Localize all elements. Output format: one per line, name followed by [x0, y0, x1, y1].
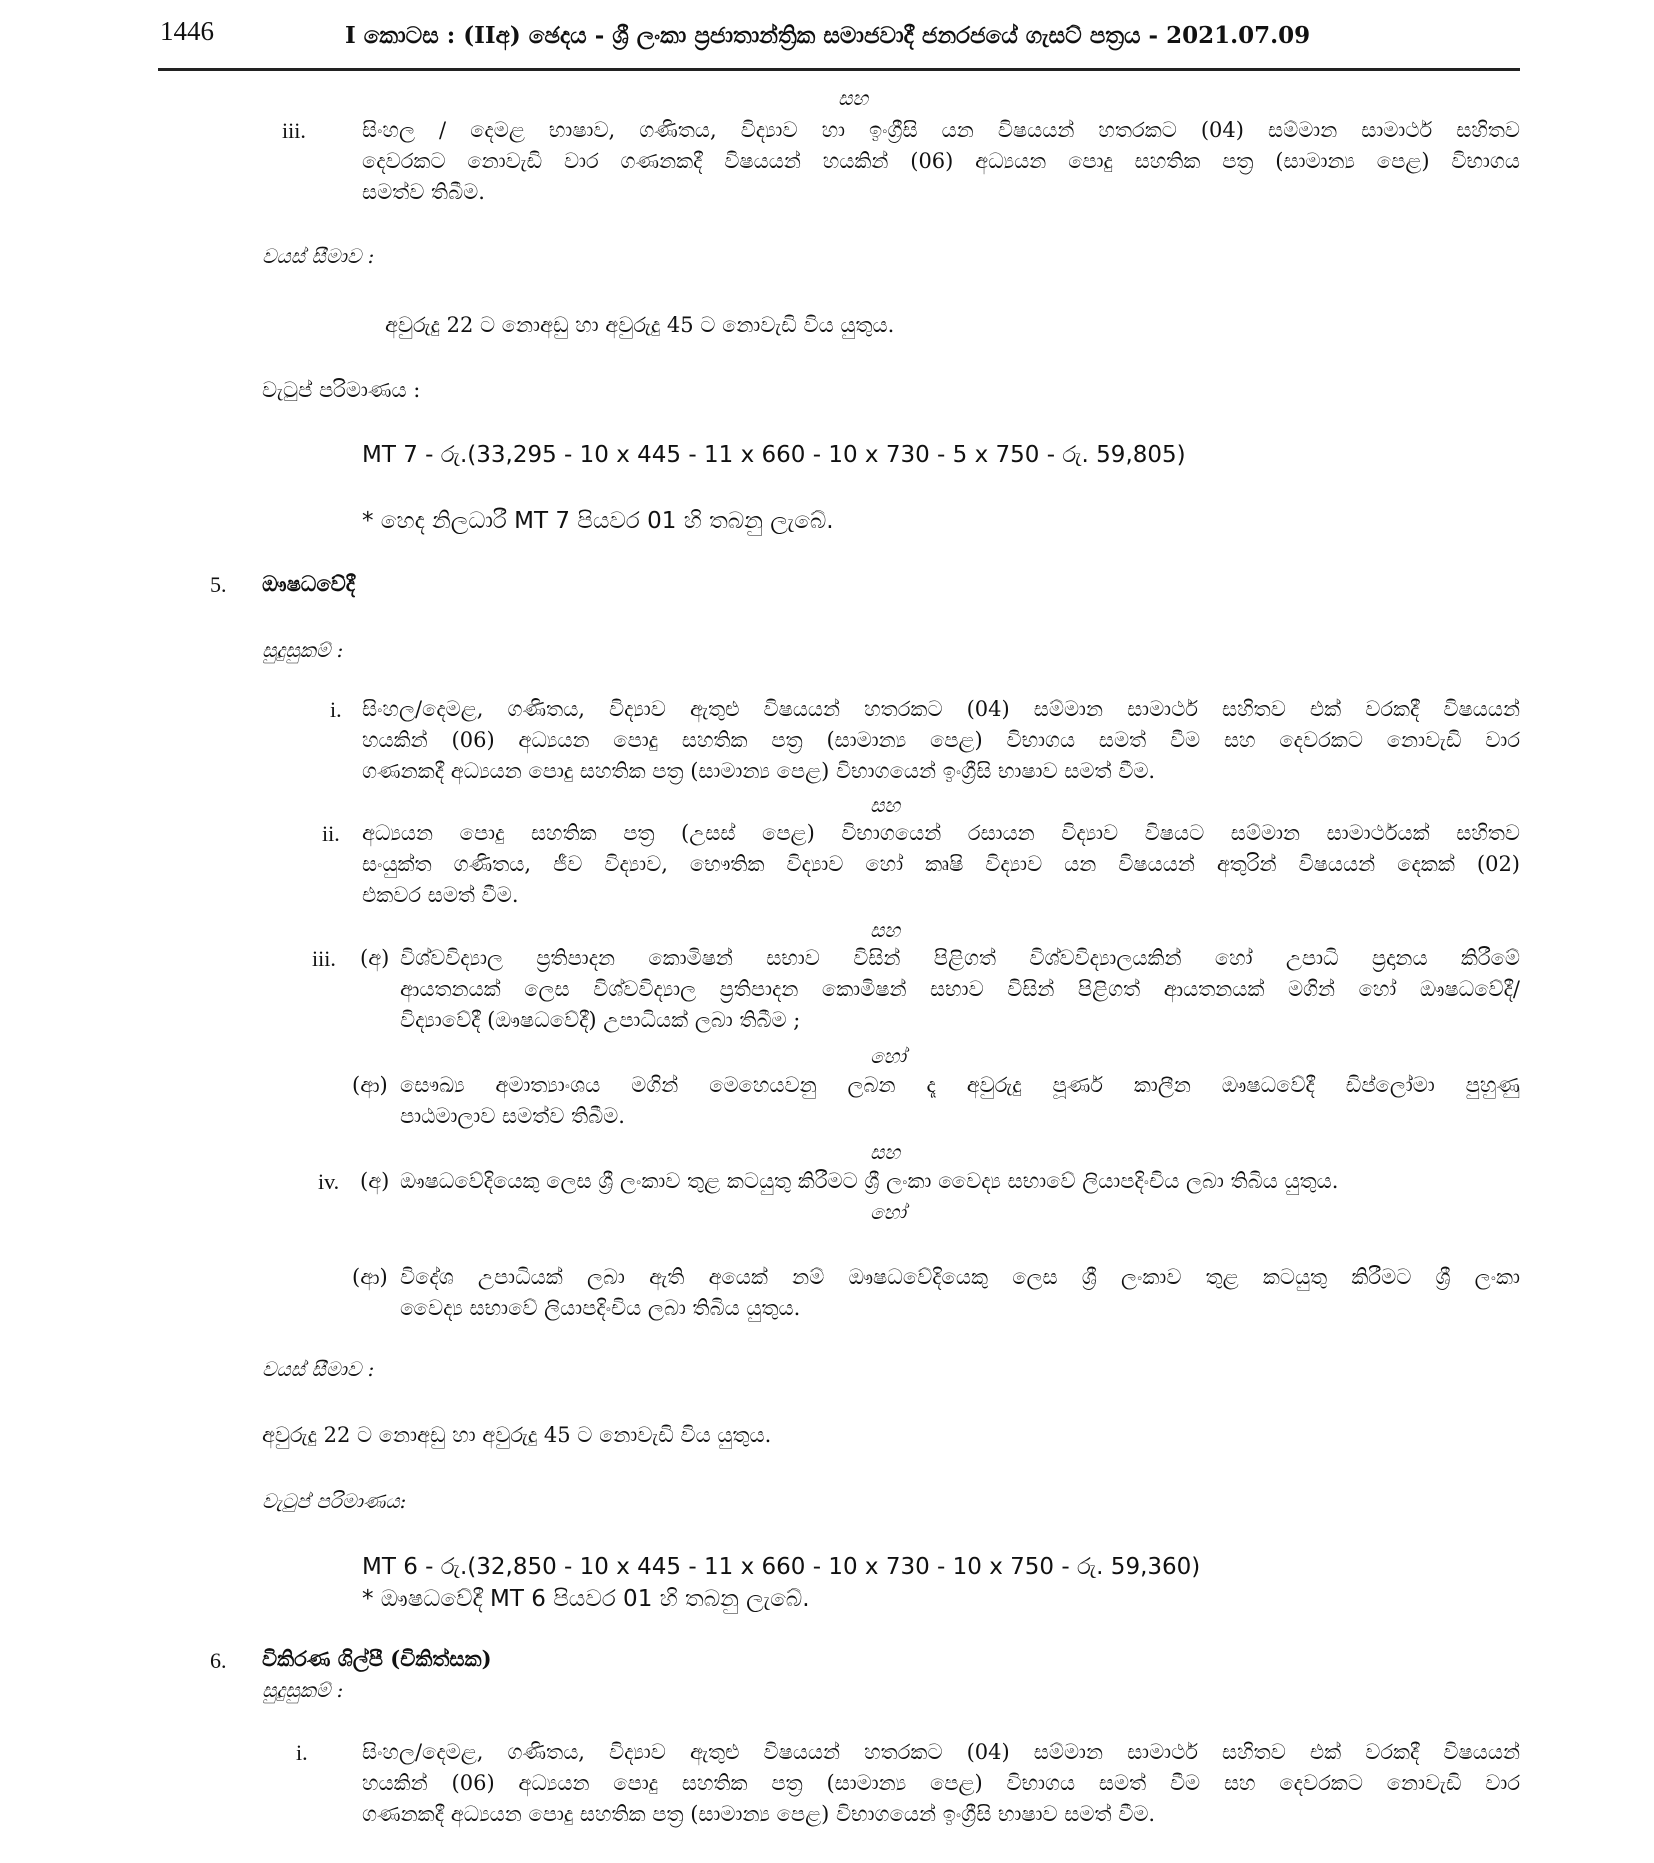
qualification-paragraph — [362, 694, 1520, 787]
sub-item-tag: (අ) — [360, 1169, 390, 1193]
sub-item-tag: (ආ) — [352, 1265, 388, 1289]
sub-item-tag: (ආ) — [352, 1073, 388, 1097]
paragraph-line: සංයුක්ත ගණිතය, ජීව විද්‍යාව, භෞතික විද්‍යාව හෝ කෘෂි විද්‍යාව යන විෂයයන් අතුරින් විෂයයන් දෙකක් (02) — [362, 852, 1520, 876]
section-number: 5. — [210, 572, 227, 597]
conjunction-or: හෝ — [870, 1200, 906, 1224]
salary-scale-label: වැටුප් පරිමාණය : — [262, 378, 421, 402]
paragraph-line: එකවර සමත් වීම. — [362, 883, 519, 907]
qualification-paragraph — [362, 1737, 1520, 1830]
section-title: විකිරණ ශිල්පී (චිකිත්සක) — [262, 1646, 492, 1671]
paragraph-line: දෙවරකට නොවැඩි වාර ගණනකදී විෂයයන් හයකින් (06) අධ්‍යයන පොදු සහතික පත්‍ර (සාමාන්‍ය පෙළ) විභාගය — [362, 149, 1520, 173]
paragraph-line: පාඨමාලාව සමත්ව තිබීම. — [400, 1104, 625, 1128]
paragraph-line: විද්‍යාවේදී (ඖෂධවේදී) උපාධියක් ලබා තිබීම ; — [400, 1008, 801, 1032]
qualification-paragraph — [400, 943, 1520, 1036]
item-number: iii. — [312, 946, 336, 971]
salary-scale-note: * හෙද නිලධාරී MT 7 පියවර 01 හි තබනු ලැබේ. — [362, 508, 834, 534]
salary-scale-label: වැටුප් පරිමාණය: — [262, 1489, 407, 1513]
page-number: 1446 — [160, 16, 214, 46]
paragraph-line: වෛද්‍ය සභාවේ ලියාපදිංචිය ලබා තිබිය යුතුය. — [400, 1296, 801, 1320]
item-number: i. — [296, 1740, 308, 1765]
qualifications-label: සුදුසුකම් : — [262, 1678, 344, 1702]
conjunction-and: සහ — [870, 793, 901, 817]
item-number: iii. — [282, 118, 306, 143]
conjunction-and: සහ — [838, 86, 869, 110]
conjunction-and: සහ — [870, 1140, 901, 1164]
paragraph-line: ආයතනයක් ලෙස විශ්වවිද්‍යාල ප්‍රතිපාදන කොමිෂන් සභාව විසින් පිළිගත් ආයතනයක් මගින් හෝ ඖෂධවේදී/ — [400, 977, 1520, 1001]
age-limit-text: අවුරුදු 22 ට නොඅඩු හා අවුරුදු 45 ට නොවැඩි විය යුතුය. — [262, 1423, 772, 1447]
conjunction-or: හෝ — [870, 1044, 906, 1068]
paragraph-line: හයකින් (06) අධ්‍යයන පොදු සහතික පත්‍ර (සාමාන්‍ය පෙළ) විභාගය සමත් වීම සහ දෙවරකට නොවැඩි වාර — [362, 1771, 1520, 1795]
conjunction-and: සහ — [870, 918, 901, 942]
paragraph-line: විශ්වවිද්‍යාල ප්‍රතිපාදන කොමිෂන් සභාව විසින් පිළිගත් විශ්වවිද්‍යාලයකින් හෝ උපාධි ප්‍රදානය කිරීමේ — [400, 946, 1520, 970]
paragraph-line: හයකින් (06) අධ්‍යයන පොදු සහතික පත්‍ර (සාමාන්‍ය පෙළ) විභාගය සමත් වීම සහ දෙවරකට නොවැඩි වාර — [362, 728, 1520, 752]
qualification-paragraph — [400, 1070, 1520, 1132]
age-limit-text: අවුරුදු 22 ට නොඅඩු හා අවුරුදු 45 ට නොවැඩි විය යුතුය. — [385, 313, 895, 337]
salary-scale-note: * ඖෂධවේදී MT 6 පියවර 01 හි තබනු ලැබේ. — [362, 1586, 810, 1612]
qualifications-label: සුදුසුකම් : — [262, 638, 344, 662]
paragraph-line: ඖෂධවේදියෙකු ලෙස ශ්‍රී ලංකාව තුළ කටයුතු කිරීමට ශ්‍රී ලංකා වෛද්‍ය සභාවේ ලියාපදිංචිය ලබා තිබිය යුතුය. — [400, 1169, 1339, 1193]
qualification-paragraph — [362, 115, 1520, 208]
section-title: ඖෂධවේදී — [262, 571, 356, 596]
qualification-paragraph — [400, 1262, 1520, 1324]
gazette-header-title: I කොටස : (IIඅ) ඡෙදය - ශ්‍රී ලංකා ප්‍රජාතාන්ත්‍රික සමාජවාදී ජනරජයේ ගැසට් පත්‍රය - 2021.07.09 — [345, 22, 1311, 49]
age-limit-label: වයස් සීමාව : — [262, 244, 375, 268]
paragraph-line: සිංහල / දෙමළ භාෂාව, ගණිතය, විද්‍යාව හා ඉංග්‍රීසි යන විෂයයන් හතරකට (04) සම්මාන සාමාර්ථ සහිතව — [362, 118, 1520, 142]
salary-scale-text: MT 7 - රු.(33,295 - 10 x 445 - 11 x 660 - 10 x 730 - 5 x 750 - රු. 59,805) — [362, 442, 1186, 468]
qualification-paragraph — [400, 1166, 1520, 1197]
item-number: iv. — [318, 1169, 340, 1194]
item-number: i. — [330, 697, 342, 722]
paragraph-line: සමත්ව තිබීම. — [362, 180, 485, 204]
salary-scale-text: MT 6 - රු.(32,850 - 10 x 445 - 11 x 660 - 10 x 730 - 10 x 750 - රු. 59,360) — [362, 1554, 1201, 1580]
paragraph-line: විදේශ උපාධියක් ලබා ඇති අයෙක් නම් ඖෂධවේදියෙකු ලෙස ශ්‍රී ලංකාව තුළ කටයුතු කිරීමට ශ්‍රී ලංකා — [400, 1265, 1520, 1289]
paragraph-line: සිංහල/දෙමළ, ගණිතය, විද්‍යාව ඇතුළු විෂයයන් හතරකට (04) සම්මාන සාමාර්ථ සහිතව එක් වරකදී විෂයයන් — [362, 697, 1520, 721]
paragraph-line: සිංහල/දෙමළ, ගණිතය, විද්‍යාව ඇතුළු විෂයයන් හතරකට (04) සම්මාන සාමාර්ථ සහිතව එක් වරකදී විෂයයන් — [362, 1740, 1520, 1764]
qualification-paragraph — [362, 818, 1520, 911]
header-rule — [158, 68, 1520, 71]
section-number: 6. — [210, 1648, 227, 1673]
sub-item-tag: (අ) — [360, 946, 390, 970]
paragraph-line: අධ්‍යයන පොදු සහතික පත්‍ර (උසස් පෙළ) විභාගයෙන් රසායන විද්‍යාව විෂයට සම්මාන සාමාර්ථයක් සහිතව — [362, 821, 1520, 845]
paragraph-line: ගණනකදී අධ්‍යයන පොදු සහතික පත්‍ර (සාමාන්‍ය පෙළ) විභාගයෙන් ඉංග්‍රීසි භාෂාව සමත් වීම. — [362, 759, 1156, 783]
item-number: ii. — [322, 821, 340, 846]
age-limit-label: වයස් සීමාව : — [262, 1357, 375, 1381]
paragraph-line: ගණනකදී අධ්‍යයන පොදු සහතික පත්‍ර (සාමාන්‍ය පෙළ) විභාගයෙන් ඉංග්‍රීසි භාෂාව සමත් වීම. — [362, 1802, 1156, 1826]
paragraph-line: සෞඛ්‍ය අමාත්‍යාංශය මගින් මෙහෙයවනු ලබන දෑ අවුරුදු පූර්ණ කාලීන ඖෂධවේදී ඩිප්ලෝමා පුහුණු — [400, 1073, 1520, 1097]
